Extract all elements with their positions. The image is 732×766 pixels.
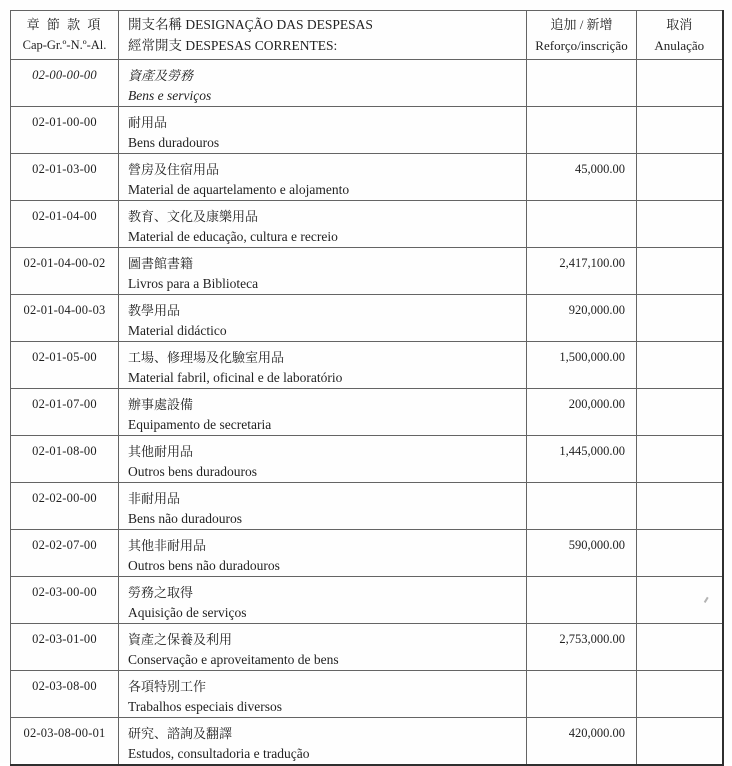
table-row [11,483,723,530]
table-row [11,436,723,483]
designation-zh: 資產及勞務 [128,68,194,83]
reinforcement-cell [527,201,637,248]
column-header-designation-line1: 開支名稱 DESIGNAÇÃO DAS DESPESAS [128,17,373,32]
table-row [11,624,723,671]
designation-cell [119,530,527,577]
designation-pt: Equipamento de secretaria [128,417,272,432]
cancellation-cell [637,107,723,154]
designation-zh: 工場、修理場及化驗室用品 [128,350,285,365]
designation-pt: Material fabril, oficinal e de laboratório [128,370,343,385]
designation-cell [119,342,527,389]
code-cell: 02-01-04-00-03 [11,295,119,342]
reinforcement-cell [527,60,637,107]
table-body [11,60,723,766]
reinforcement-cell: 1,500,000.00 [527,342,637,389]
header-row [11,11,723,60]
scan-artifact-mark [703,597,707,603]
designation-zh: 教學用品 [128,303,181,318]
designation-cell [119,60,527,107]
designation-zh: 辦事處設備 [128,397,194,412]
designation-zh: 耐用品 [128,115,168,130]
designation-cell [119,295,527,342]
reinforcement-cell: 920,000.00 [527,295,637,342]
cancellation-cell [637,389,723,436]
designation-zh: 圖書館書籍 [128,256,194,271]
column-header-cancellation [637,11,723,60]
designation-pt: Estudos, consultadoria e tradução [128,746,310,761]
column-header-designation [119,11,527,60]
table-row [11,295,723,342]
column-header-reinforcement [527,11,637,60]
code-cell: 02-01-08-00 [11,436,119,483]
designation-zh: 勞務之取得 [128,585,194,600]
column-header-reinforcement-zh: 追加 / 新增 [550,17,613,32]
cancellation-cell [637,530,723,577]
cancellation-cell [637,718,723,766]
designation-zh: 其他非耐用品 [128,538,207,553]
column-header-code-pt: Cap-Gr.º-N.º-Al. [22,38,107,52]
designation-cell [119,389,527,436]
designation-zh: 非耐用品 [128,491,181,506]
designation-pt: Bens duradouros [128,135,220,150]
reinforcement-cell: 45,000.00 [527,154,637,201]
cancellation-cell [637,436,723,483]
designation-pt: Material didáctico [128,323,227,338]
column-header-designation-line2: 經常開支 DESPESAS CORRENTES: [128,38,338,53]
budget-table [10,10,724,766]
reinforcement-cell: 1,445,000.00 [527,436,637,483]
code-cell: 02-01-04-00 [11,201,119,248]
column-header-code-zh: 章 節 款 項 [26,17,103,32]
table-row [11,530,723,577]
designation-cell [119,201,527,248]
reinforcement-cell [527,483,637,530]
designation-cell [119,107,527,154]
cancellation-cell [637,248,723,295]
reinforcement-cell [527,107,637,154]
table-row [11,389,723,436]
code-cell: 02-03-01-00 [11,624,119,671]
designation-pt: Conservação e aproveitamento de bens [128,652,339,667]
reinforcement-cell: 2,753,000.00 [527,624,637,671]
designation-zh: 資產之保養及利用 [128,632,233,647]
table-row [11,201,723,248]
code-cell: 02-03-08-00 [11,671,119,718]
table-row [11,577,723,624]
reinforcement-cell [527,671,637,718]
cancellation-cell [637,624,723,671]
designation-cell [119,154,527,201]
designation-pt: Aquisição de serviços [128,605,247,620]
designation-cell [119,248,527,295]
code-cell: 02-03-00-00 [11,577,119,624]
designation-pt: Material de educação, cultura e recreio [128,229,338,244]
cancellation-cell [637,201,723,248]
cancellation-cell [637,154,723,201]
designation-zh: 其他耐用品 [128,444,194,459]
column-header-reinforcement-pt: Reforço/inscrição [535,38,628,53]
cancellation-cell [637,295,723,342]
designation-cell [119,718,527,766]
code-cell: 02-03-08-00-01 [11,718,119,766]
code-cell: 02-02-07-00 [11,530,119,577]
code-cell: 02-01-00-00 [11,107,119,154]
designation-zh: 教育、文化及康樂用品 [128,209,259,224]
designation-cell [119,483,527,530]
table-row [11,342,723,389]
cancellation-cell [637,577,723,624]
table-row [11,107,723,154]
code-cell: 02-01-05-00 [11,342,119,389]
designation-pt: Livros para a Biblioteca [128,276,259,291]
designation-pt: Trabalhos especiais diversos [128,699,282,714]
designation-cell [119,671,527,718]
table-row [11,154,723,201]
designation-pt: Material de aquartelamento e alojamento [128,182,350,197]
table-row [11,671,723,718]
designation-cell [119,436,527,483]
code-cell: 02-02-00-00 [11,483,119,530]
cancellation-cell [637,60,723,107]
reinforcement-cell: 420,000.00 [527,718,637,766]
reinforcement-cell [527,577,637,624]
code-cell: 02-01-03-00 [11,154,119,201]
table-header [11,11,723,60]
code-cell: 02-01-04-00-02 [11,248,119,295]
designation-pt: Bens e serviços [128,88,212,103]
reinforcement-cell: 590,000.00 [527,530,637,577]
table-row [11,248,723,295]
cancellation-cell [637,483,723,530]
column-header-cancellation-zh: 取消 [666,17,693,32]
designation-zh: 研究、諮詢及翻譯 [128,726,233,741]
designation-zh: 營房及住宿用品 [128,162,220,177]
code-cell: 02-01-07-00 [11,389,119,436]
designation-cell [119,624,527,671]
designation-cell [119,577,527,624]
code-cell: 02-00-00-00 [11,60,119,107]
designation-pt: Outros bens não duradouros [128,558,280,573]
column-header-cancellation-pt: Anulação [654,38,705,53]
reinforcement-cell: 2,417,100.00 [527,248,637,295]
column-header-code [11,11,119,60]
designation-zh: 各項特別工作 [128,679,207,694]
designation-pt: Outros bens duradouros [128,464,257,479]
table-row [11,60,723,107]
table-row [11,718,723,766]
designation-pt: Bens não duradouros [128,511,242,526]
reinforcement-cell: 200,000.00 [527,389,637,436]
cancellation-cell [637,671,723,718]
cancellation-cell [637,342,723,389]
